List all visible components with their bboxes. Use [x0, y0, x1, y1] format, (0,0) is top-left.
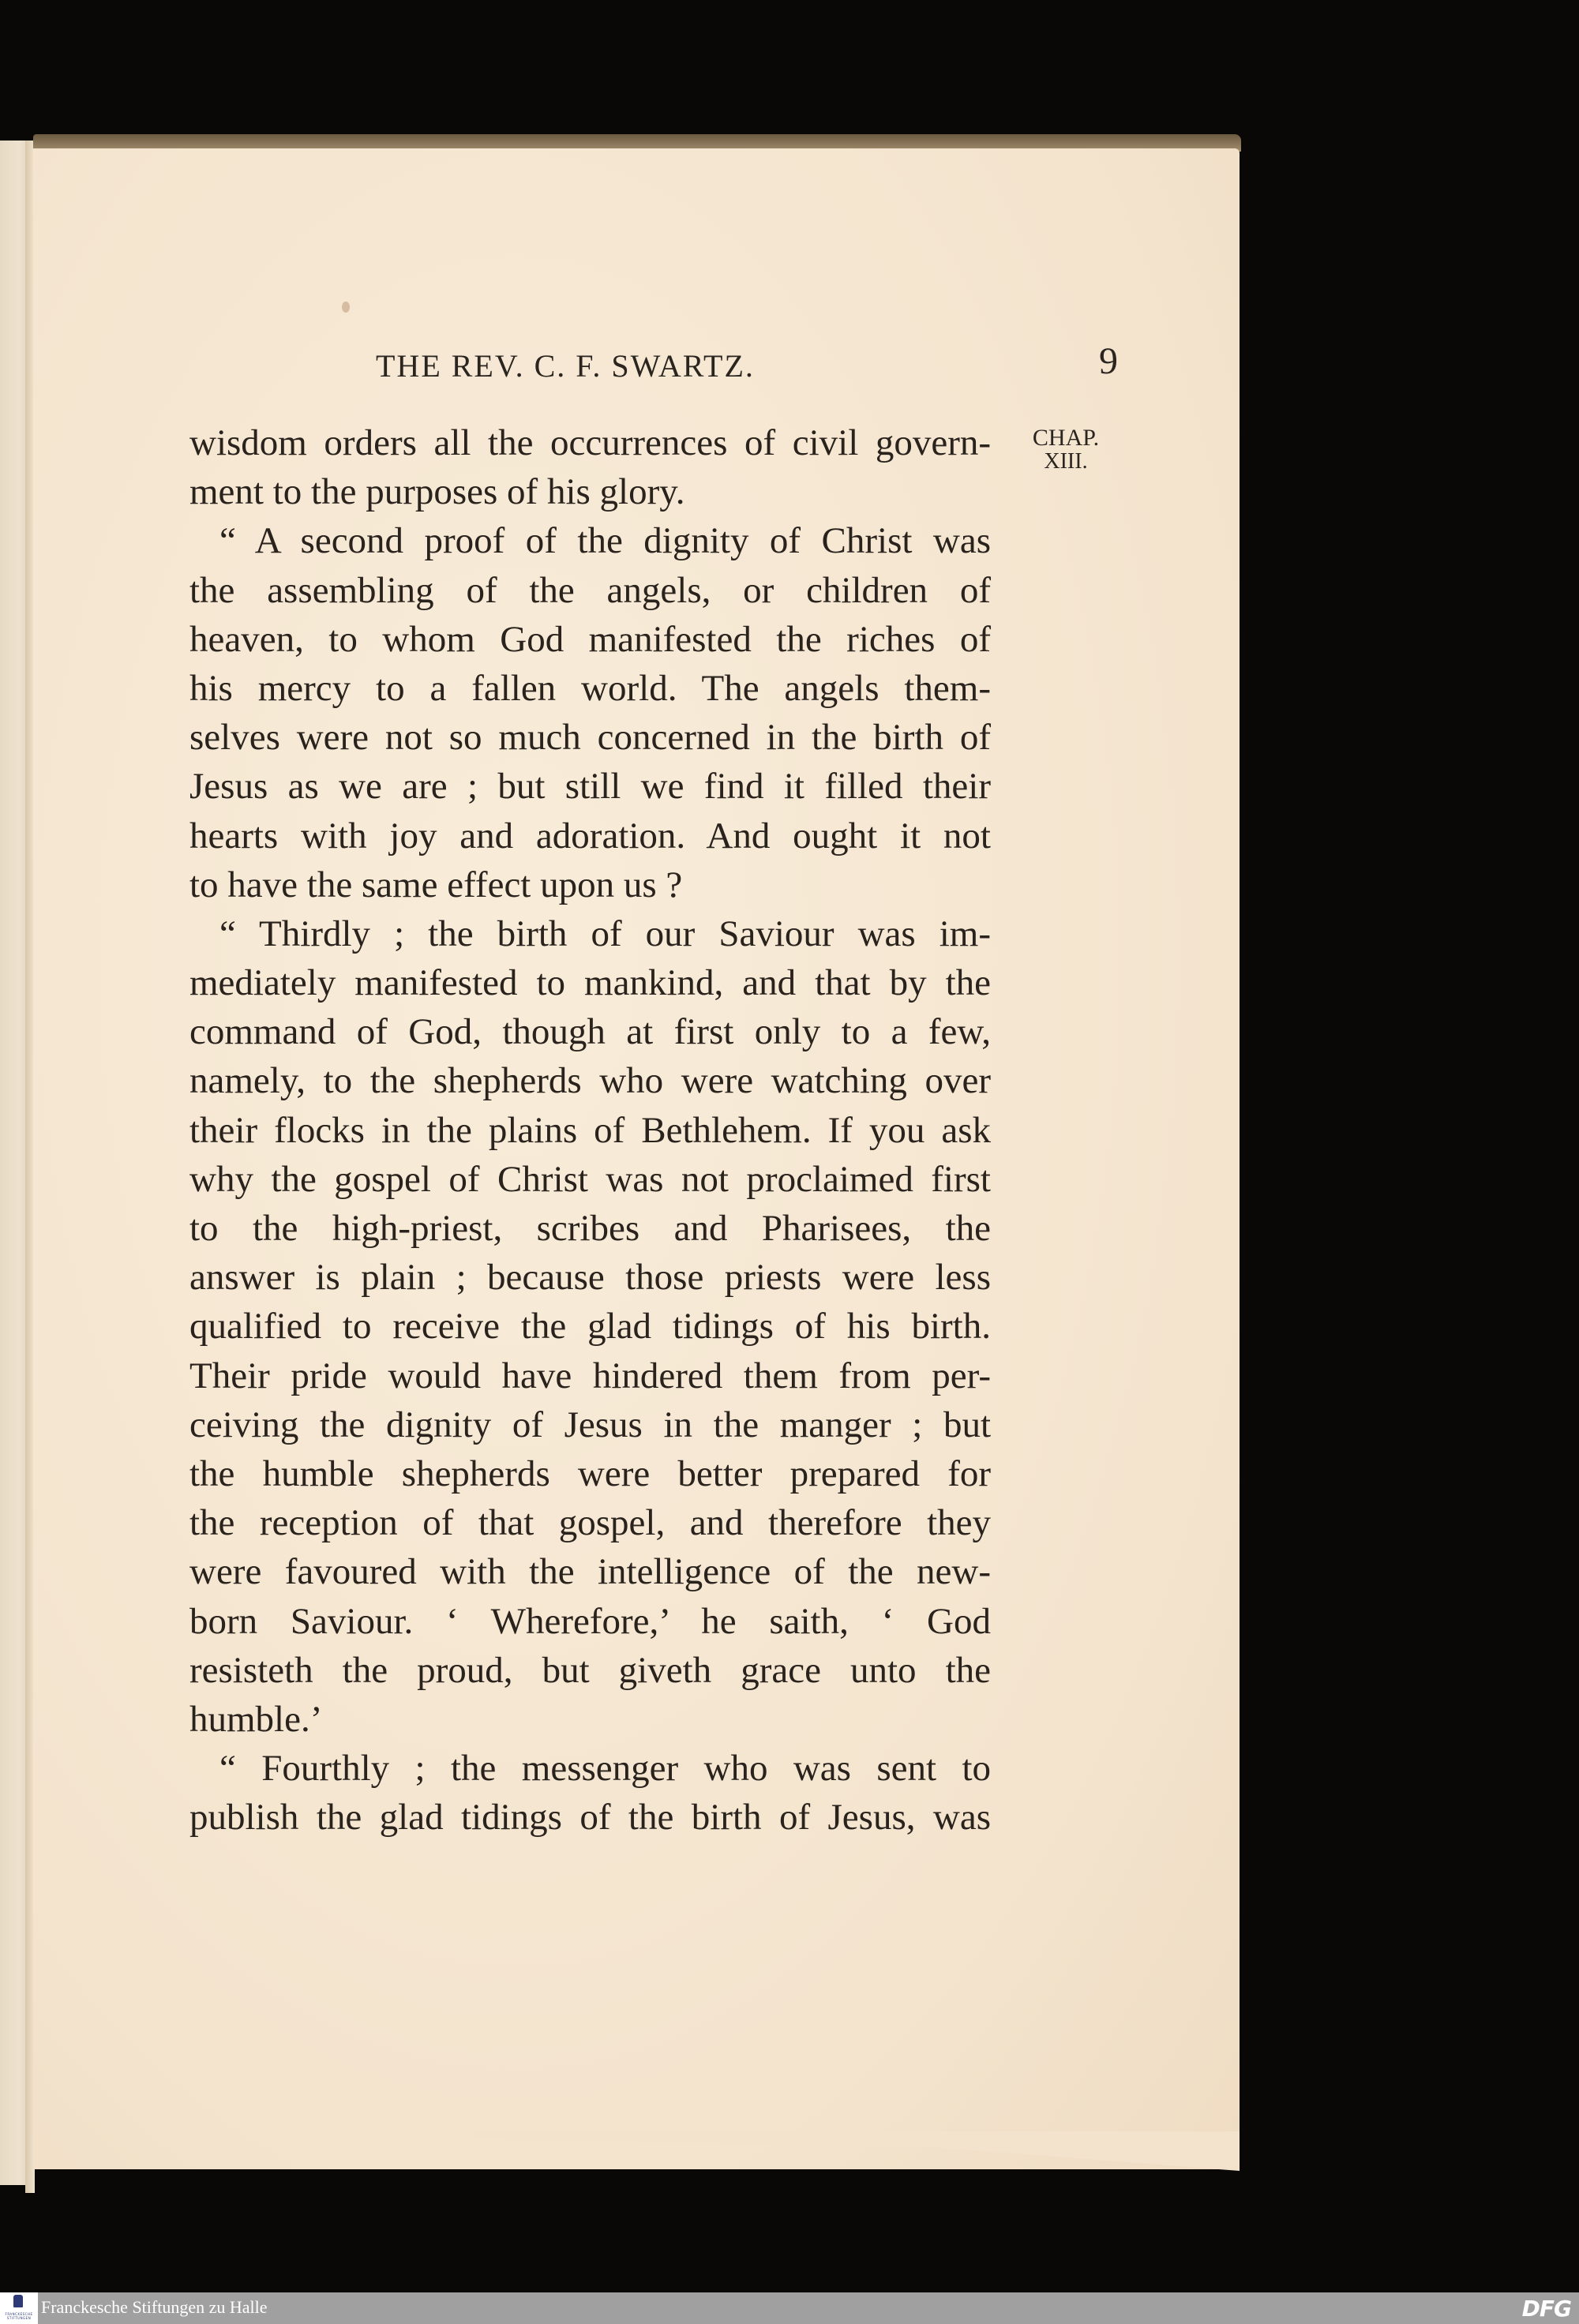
page-number: 9	[1099, 340, 1118, 382]
text-line: his mercy to a fallen world. The angels them-	[189, 667, 991, 709]
text-line: command of God, though at first only to a few,	[189, 1011, 991, 1053]
text-line: wisdom orders all the occurrences of civil govern-	[189, 422, 991, 463]
text-line: Their pride would have hindered them from per-	[189, 1355, 991, 1396]
text-line: their flocks in the plains of Bethlehem. If you ask	[189, 1109, 991, 1151]
text-line: to have the same effect upon us ?	[189, 864, 683, 905]
chapter-margin-note	[1018, 426, 1113, 474]
text-line: mediately manifested to mankind, and that by the	[189, 962, 991, 1004]
running-head: THE REV. C. F. SWARTZ.	[376, 348, 755, 384]
text-line: ceiving the dignity of Jesus in the manger ; but	[189, 1404, 991, 1445]
text-line: resisteth the proud, but giveth grace unto the	[189, 1649, 991, 1691]
text-line: were favoured with the intelligence of the new-	[189, 1551, 991, 1593]
text-line: born Saviour. ‘ Wherefore,’ he saith, ‘ God	[189, 1600, 991, 1642]
text-line: “ Fourthly ; the messenger who was sent to	[219, 1748, 991, 1790]
text-line: Jesus as we are ; but still we find it filled their	[189, 766, 991, 808]
text-line: why the gospel of Christ was not proclaimed first	[189, 1158, 991, 1200]
text-line: the humble shepherds were better prepared for	[189, 1452, 991, 1494]
text-line: heaven, to whom God manifested the riches of	[189, 618, 991, 660]
margin-note-chap: CHAP.	[1032, 425, 1100, 451]
text-line: the assembling of the angels, or children of	[189, 569, 991, 611]
paper-stain	[342, 302, 350, 313]
text-line: selves were not so much concerned in the birth of	[189, 717, 991, 759]
dfg-logo: DFG	[1521, 2296, 1571, 2322]
body-text	[189, 418, 991, 1842]
institution-name: Franckesche Stiftungen zu Halle	[41, 2297, 268, 2317]
viewer-footer	[0, 2292, 1579, 2324]
text-line: to the high-priest, scribes and Pharisees, the	[189, 1208, 991, 1249]
margin-note-number: XIII.	[1044, 449, 1088, 474]
logo-figure-icon	[13, 2295, 23, 2307]
text-line: qualified to receive the glad tidings of his birth.	[189, 1306, 991, 1348]
text-line: humble.’	[189, 1698, 323, 1740]
text-line: publish the glad tidings of the birth of Jesus, was	[189, 1797, 991, 1839]
text-line: the reception of that gospel, and therefore they	[189, 1502, 991, 1544]
text-line: hearts with joy and adoration. And ought it not	[189, 815, 991, 857]
text-line: namely, to the shepherds who were watching over	[189, 1060, 991, 1102]
text-line: ment to the purposes of his glory.	[189, 471, 685, 513]
text-line: “ A second proof of the dignity of Christ was	[219, 520, 991, 562]
text-line: “ Thirdly ; the birth of our Saviour was im-	[219, 913, 991, 954]
institution-logo	[0, 2292, 38, 2324]
logo-caption: FRANCKESCHE STIFTUNGEN	[5, 2312, 33, 2320]
text-line: answer is plain ; because those priests were less	[189, 1257, 991, 1299]
